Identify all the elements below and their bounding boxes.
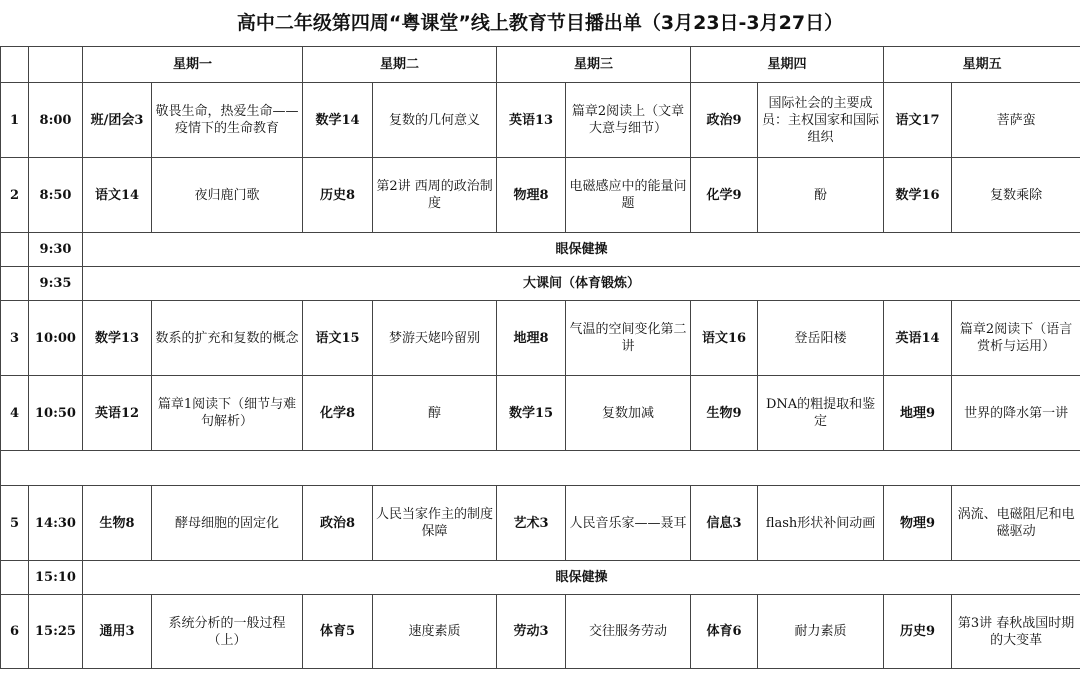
subject-cell: 地理8 [497, 301, 566, 376]
topic-cell: 国际社会的主要成员：主权国家和国际组织 [758, 83, 884, 158]
subject-cell: 历史8 [303, 158, 373, 233]
lesson-row [1, 376, 1080, 451]
topic-cell: flash形状补间动画 [758, 486, 884, 561]
subject-cell: 语文14 [83, 158, 152, 233]
activity-row [1, 233, 1080, 267]
subject-cell: 体育5 [303, 595, 373, 669]
lesson-row [1, 595, 1080, 669]
subject-cell: 数学15 [497, 376, 566, 451]
subject-cell: 生物9 [691, 376, 758, 451]
topic-cell: 酚 [758, 158, 884, 233]
subject-cell: 政治8 [303, 486, 373, 561]
subject-cell: 语文17 [884, 83, 952, 158]
schedule-table [0, 46, 1080, 669]
day-header: 星期四 [691, 47, 884, 83]
period-time: 9:35 [29, 267, 83, 301]
period-number: 1 [1, 83, 29, 158]
topic-cell: 系统分析的一般过程（上） [152, 595, 303, 669]
day-header: 星期一 [83, 47, 303, 83]
period-time: 8:50 [29, 158, 83, 233]
topic-cell: 复数的几何意义 [373, 83, 497, 158]
subject-cell: 物理9 [884, 486, 952, 561]
period-number: 5 [1, 486, 29, 561]
topic-cell: 菩萨蛮 [952, 83, 1080, 158]
topic-cell: 人民音乐家——聂耳 [566, 486, 691, 561]
period-time: 14:30 [29, 486, 83, 561]
lesson-row [1, 301, 1080, 376]
topic-cell: 交往服务劳动 [566, 595, 691, 669]
lesson-row [1, 158, 1080, 233]
topic-cell: 世界的降水第一讲 [952, 376, 1080, 451]
activity-row [1, 561, 1080, 595]
subject-cell: 班/团会3 [83, 83, 152, 158]
period-time: 10:00 [29, 301, 83, 376]
topic-cell: 耐力素质 [758, 595, 884, 669]
topic-cell: 篇章1阅读下（细节与难句解析） [152, 376, 303, 451]
subject-cell: 地理9 [884, 376, 952, 451]
period-time: 8:00 [29, 83, 83, 158]
subject-cell: 英语13 [497, 83, 566, 158]
topic-cell: DNA的粗提取和鉴定 [758, 376, 884, 451]
topic-cell: 第3讲 春秋战国时期的大变革 [952, 595, 1080, 669]
subject-cell: 语文16 [691, 301, 758, 376]
period-number [1, 561, 29, 595]
period-number [1, 233, 29, 267]
topic-cell: 气温的空间变化第二讲 [566, 301, 691, 376]
activity-label: 眼保健操 [83, 233, 1080, 267]
subject-cell: 化学9 [691, 158, 758, 233]
subject-cell: 语文15 [303, 301, 373, 376]
topic-cell: 电磁感应中的能量问题 [566, 158, 691, 233]
period-number: 6 [1, 595, 29, 669]
period-time: 15:25 [29, 595, 83, 669]
day-header: 星期三 [497, 47, 691, 83]
topic-cell: 复数乘除 [952, 158, 1080, 233]
topic-cell: 酵母细胞的固定化 [152, 486, 303, 561]
lesson-row [1, 486, 1080, 561]
subject-cell: 艺术3 [497, 486, 566, 561]
subject-cell: 政治9 [691, 83, 758, 158]
header-blank-no [1, 47, 29, 83]
subject-cell: 物理8 [497, 158, 566, 233]
subject-cell: 数学13 [83, 301, 152, 376]
topic-cell: 数系的扩充和复数的概念 [152, 301, 303, 376]
subject-cell: 英语14 [884, 301, 952, 376]
gap-cell [1, 451, 1080, 486]
topic-cell: 篇章2阅读上（文章大意与细节） [566, 83, 691, 158]
subject-cell: 通用3 [83, 595, 152, 669]
activity-row [1, 267, 1080, 301]
subject-cell: 数学14 [303, 83, 373, 158]
subject-cell: 体育6 [691, 595, 758, 669]
day-header: 星期五 [884, 47, 1080, 83]
period-time: 9:30 [29, 233, 83, 267]
period-number: 4 [1, 376, 29, 451]
subject-cell: 历史9 [884, 595, 952, 669]
topic-cell: 人民当家作主的制度保障 [373, 486, 497, 561]
header-blank-time [29, 47, 83, 83]
topic-cell: 涡流、电磁阻尼和电磁驱动 [952, 486, 1080, 561]
day-header: 星期二 [303, 47, 497, 83]
lesson-row [1, 83, 1080, 158]
period-number: 2 [1, 158, 29, 233]
subject-cell: 信息3 [691, 486, 758, 561]
topic-cell: 第2讲 西周的政治制度 [373, 158, 497, 233]
topic-cell: 篇章2阅读下（语言赏析与运用） [952, 301, 1080, 376]
topic-cell: 醇 [373, 376, 497, 451]
period-number [1, 267, 29, 301]
topic-cell: 敬畏生命，热爱生命——疫情下的生命教育 [152, 83, 303, 158]
subject-cell: 劳动3 [497, 595, 566, 669]
activity-label: 大课间（体育锻炼） [83, 267, 1080, 301]
break-gap-row [1, 451, 1080, 486]
topic-cell: 复数加减 [566, 376, 691, 451]
activity-label: 眼保健操 [83, 561, 1080, 595]
topic-cell: 梦游天姥吟留别 [373, 301, 497, 376]
period-time: 15:10 [29, 561, 83, 595]
header-row [1, 47, 1080, 83]
subject-cell: 数学16 [884, 158, 952, 233]
period-number: 3 [1, 301, 29, 376]
topic-cell: 速度素质 [373, 595, 497, 669]
page-title: 高中二年级第四周“粤课堂”线上教育节目播出单（3月23日-3月27日） [236, 12, 844, 34]
subject-cell: 化学8 [303, 376, 373, 451]
topic-cell: 夜归鹿门歌 [152, 158, 303, 233]
period-time: 10:50 [29, 376, 83, 451]
subject-cell: 英语12 [83, 376, 152, 451]
schedule-body [1, 47, 1080, 669]
subject-cell: 生物8 [83, 486, 152, 561]
topic-cell: 登岳阳楼 [758, 301, 884, 376]
